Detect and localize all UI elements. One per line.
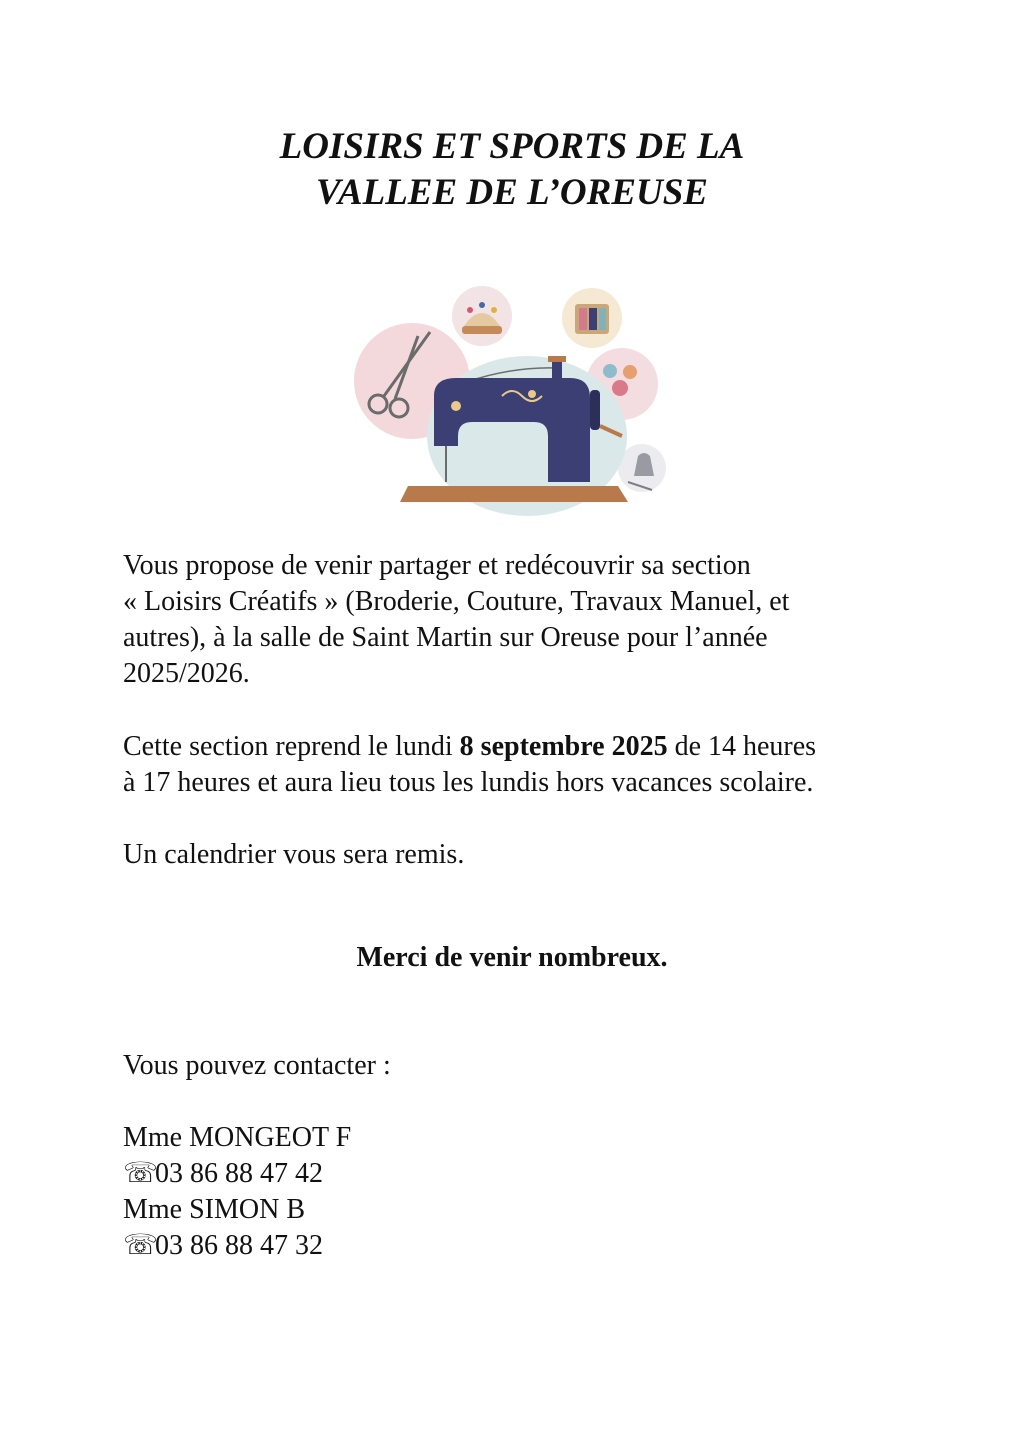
schedule-line-2: à 17 heures et aura lieu tous les lundis hors vacances scolaire.	[123, 767, 814, 798]
intro-line-4: 2025/2026.	[123, 658, 250, 689]
phone-icon: ☏	[123, 1230, 159, 1261]
thanks-message: Merci de venir nombreux.	[356, 942, 668, 973]
contact-list	[123, 1120, 913, 1264]
schedule-line-1	[123, 729, 913, 765]
calendar-note: Un calendrier vous sera remis.	[123, 839, 465, 870]
intro-line-2: « Loisirs Créatifs » (Broderie, Couture, Travaux Manuel, et	[123, 586, 790, 617]
contact-name: Mme MONGEOT F	[123, 1122, 352, 1153]
intro-line-3: autres), à la salle de Saint Martin sur Oreuse pour l’année	[123, 622, 768, 653]
schedule-prefix: Cette section reprend le lundi	[123, 731, 460, 762]
phone-icon: ☏	[123, 1158, 159, 1189]
sewing-machine-illustration	[352, 286, 672, 522]
machine-table	[400, 486, 628, 502]
contact-name: Mme SIMON B	[123, 1194, 306, 1225]
contact-phone: 03 86 88 47 32	[155, 1230, 323, 1261]
schedule-suffix: de 14 heures	[667, 731, 817, 762]
intro-paragraph	[123, 548, 913, 692]
contact-intro: Vous pouvez contacter :	[123, 1050, 391, 1081]
contact-phone-line	[123, 1228, 913, 1264]
title-line-2: VALLEE DE L’OREUSE	[315, 172, 708, 213]
contact-phone-line	[123, 1156, 913, 1192]
schedule-date: 8 septembre 2025	[459, 731, 668, 762]
schedule-paragraph	[123, 729, 913, 801]
page-title	[0, 124, 1024, 216]
contact-phone: 03 86 88 47 42	[155, 1158, 323, 1189]
intro-line-1: Vous propose de venir partager et redécouvrir sa section	[123, 550, 751, 581]
thread-spools-icon	[575, 304, 609, 334]
title-line-1: LOISIRS ET SPORTS DE LA	[279, 126, 745, 167]
